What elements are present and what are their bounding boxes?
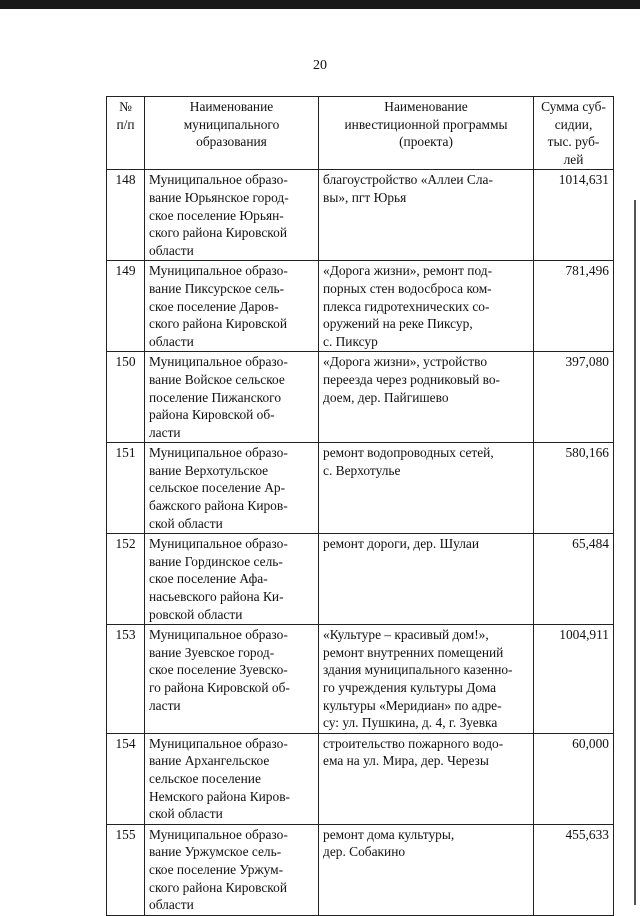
municipality-line: вание Архангельское — [149, 753, 270, 769]
header-program — [319, 97, 534, 170]
row-municipality — [145, 261, 319, 352]
program-line: ремонт дороги, дер. Шулаи — [323, 536, 479, 552]
header-line: тыс. руб- — [547, 134, 600, 150]
table-row — [107, 625, 614, 734]
table-row — [107, 534, 614, 625]
row-number: 153 — [107, 625, 145, 734]
table-row — [107, 733, 614, 824]
row-subsidy-sum: 1004,911 — [534, 625, 614, 734]
row-municipality — [145, 443, 319, 534]
program-line: здания муниципального казенно- — [323, 662, 513, 678]
row-program — [319, 733, 534, 824]
municipality-line: вание Верхотульское — [149, 462, 269, 478]
row-program — [319, 824, 534, 915]
municipality-line: ское поселение Уржум- — [149, 861, 284, 877]
municipality-line: района Кировской об- — [149, 407, 275, 423]
program-line: ема на ул. Мира, дер. Черезы — [323, 753, 489, 769]
header-line: п/п — [116, 116, 135, 132]
municipality-line: ское поселение Афа- — [149, 571, 268, 587]
municipality-line: Муниципальное образо- — [149, 536, 288, 552]
row-subsidy-sum: 65,484 — [534, 534, 614, 625]
municipality-line: ского района Кировской — [149, 225, 287, 241]
header-line: Наименование — [189, 99, 274, 114]
row-number: 155 — [107, 824, 145, 915]
municipality-line: Муниципальное образо- — [149, 263, 288, 279]
page-number: 20 — [313, 58, 327, 73]
row-number: 151 — [107, 443, 145, 534]
header-line: (проекта) — [399, 134, 453, 150]
municipality-line: го района Кировской об- — [149, 680, 290, 695]
row-number: 152 — [107, 534, 145, 625]
row-subsidy-sum: 397,080 — [534, 352, 614, 443]
municipality-line: области — [149, 333, 194, 349]
program-line: с. Верхотулье — [323, 462, 401, 478]
row-program — [319, 534, 534, 625]
program-line: ремонт внутренних помещений — [323, 644, 504, 660]
program-line: оружений на реке Пиксур, — [323, 316, 473, 332]
program-line: переезда через родниковый во- — [323, 371, 501, 387]
program-line: «Дорога жизни», ремонт под- — [323, 263, 493, 279]
program-line: доем, дер. Пайгишево — [323, 389, 449, 405]
municipality-line: области — [149, 242, 194, 258]
row-municipality — [145, 352, 319, 443]
municipality-line: ской области — [149, 806, 223, 822]
row-municipality — [145, 170, 319, 261]
municipality-line: области — [149, 897, 194, 913]
table-row — [107, 261, 614, 352]
municipality-line: Немского района Киров- — [149, 788, 290, 804]
municipality-line: Муниципальное образо- — [149, 354, 288, 370]
program-line: «Культуре – красивый дом!», — [323, 627, 489, 643]
municipality-line: вание Зуевское город- — [149, 644, 275, 660]
header-line: № — [119, 99, 132, 114]
program-line: го учреждения культуры Дома — [323, 680, 497, 695]
municipality-line: ского района Кировской — [149, 316, 287, 332]
header-line: инвестиционной программы — [344, 116, 508, 132]
right-scan-border — [634, 200, 636, 905]
municipality-line: вание Юрьянское город- — [149, 189, 289, 205]
table-header-row — [107, 97, 614, 170]
municipality-line: насьевского района Ки- — [149, 589, 284, 605]
program-line: дер. Собакино — [323, 844, 406, 860]
municipality-line: бажского района Киров- — [149, 498, 288, 514]
municipality-line: сельское поселение — [149, 770, 261, 786]
header-line: сидии, — [554, 116, 593, 132]
header-municipality — [145, 97, 319, 170]
municipality-line: ровской области — [149, 606, 243, 622]
municipality-line: Муниципальное образо- — [149, 445, 288, 461]
program-line: строительство пожарного водо- — [323, 735, 504, 751]
header-sum — [534, 97, 614, 170]
program-line: с. Пиксур — [323, 333, 378, 349]
row-number: 148 — [107, 170, 145, 261]
row-program — [319, 170, 534, 261]
row-program — [319, 352, 534, 443]
row-number: 149 — [107, 261, 145, 352]
table-row — [107, 352, 614, 443]
row-subsidy-sum: 580,166 — [534, 443, 614, 534]
program-line: су: ул. Пушкина, д. 4, г. Зуевка — [323, 715, 498, 731]
municipality-line: ласти — [149, 424, 181, 440]
municipality-line: Муниципальное образо- — [149, 735, 288, 751]
row-subsidy-sum: 1014,631 — [534, 170, 614, 261]
row-municipality — [145, 534, 319, 625]
row-program — [319, 261, 534, 352]
municipality-line: ской области — [149, 515, 223, 531]
municipality-line: вание Пиксурское сель- — [149, 280, 285, 296]
municipality-line: Муниципальное образо- — [149, 627, 288, 643]
program-line: благоустройство «Аллеи Сла- — [323, 172, 493, 188]
row-number: 150 — [107, 352, 145, 443]
municipality-line: сельское поселение Ар- — [149, 480, 286, 496]
program-line: вы», пгт Юрья — [323, 189, 407, 205]
row-municipality — [145, 824, 319, 915]
program-line: порных стен водосброса ком- — [323, 280, 492, 296]
program-line: «Дорога жизни», устройство — [323, 354, 488, 370]
municipality-line: ласти — [149, 697, 181, 713]
table-row — [107, 443, 614, 534]
municipality-line: Муниципальное образо- — [149, 172, 288, 188]
program-line: плекса гидротехнических со- — [323, 298, 490, 314]
table-row — [107, 824, 614, 915]
row-subsidy-sum: 455,633 — [534, 824, 614, 915]
header-line: образования — [196, 134, 267, 150]
municipality-line: вание Уржумское сель- — [149, 844, 282, 860]
municipality-line: ское поселение Зуевско- — [149, 662, 288, 678]
header-line: Наименование — [384, 99, 468, 114]
top-scan-border — [0, 0, 640, 9]
row-municipality — [145, 625, 319, 734]
header-line: муниципального — [183, 116, 280, 132]
row-program — [319, 625, 534, 734]
row-number: 154 — [107, 733, 145, 824]
program-line: ремонт дома культуры, — [323, 826, 455, 842]
municipality-line: вание Войское сельское — [149, 371, 285, 387]
municipality-line: Муниципальное образо- — [149, 826, 288, 842]
row-municipality — [145, 733, 319, 824]
row-subsidy-sum: 781,496 — [534, 261, 614, 352]
program-line: ремонт водопроводных сетей, — [323, 445, 494, 461]
header-number — [107, 97, 145, 170]
municipality-line: ского района Кировской — [149, 879, 287, 895]
municipality-line: ское поселение Даров- — [149, 298, 279, 314]
row-program — [319, 443, 534, 534]
table-row — [107, 170, 614, 261]
header-line: Сумма суб- — [541, 99, 606, 114]
municipality-line: поселение Пижанского — [149, 389, 282, 405]
row-subsidy-sum: 60,000 — [534, 733, 614, 824]
subsidy-table — [106, 96, 614, 916]
header-line: лей — [563, 151, 584, 167]
municipality-line: ское поселение Юрьян- — [149, 207, 284, 223]
municipality-line: вание Гординское сель- — [149, 553, 283, 569]
program-line: культуры «Меридиан» по адре- — [323, 697, 502, 713]
